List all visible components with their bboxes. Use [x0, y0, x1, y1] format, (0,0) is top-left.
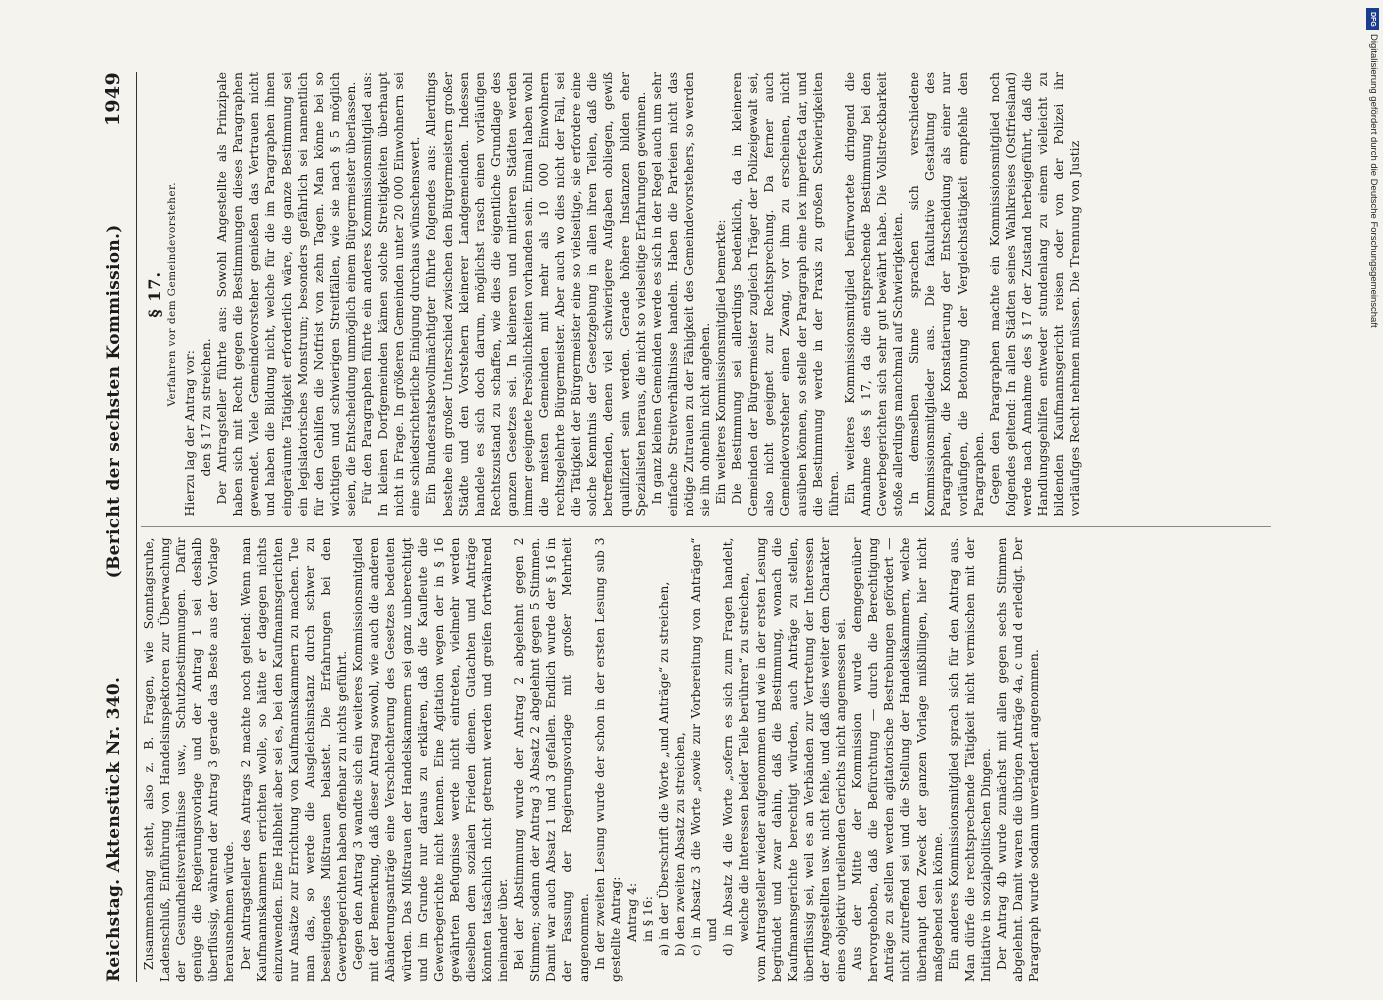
paragraph: In demselben Sinne sprachen sich verschiedene Kommissionsmitglieder aus. Die fakultative Gestaltung des Paragraphen, die Konstatierung der Entscheidung als einer nur vorläufigen, die Betonung der Vergleichstätigkeit empfehle den Paragraphen. — [906, 72, 986, 517]
motion-item: b) den zweiten Absatz zu streichen, — [672, 732, 688, 956]
paragraph: Gegen den Antrag 3 wandte sich ein weiteres Kommissionsmitglied mit der Bemerkung, daß dieser Antrag sowohl, wie auch die anderen Abänderungsanträge eine Verschlechterung des Gesetzes bedeuten würden. Das Mißtrauen der Handelskammern sei ganz unberechtigt und im Grunde nur daraus zu erklären, daß die Kaufleute die Gewerbegerichte nicht kennen. Eine Agitation wegen der in § 16 gewährten Befugnisse werde nicht eintreten, vielmehr werden dieselben dem sozialen Frieden dienen. Gutachten und Anträge könnten tatsächlich nicht getrennt werden und greifen fortwährend ineinander über. — [350, 537, 511, 982]
motion-item: a) in der Überschrift die Worte „und Anträge“ zu streichen, — [656, 581, 671, 956]
header-left: Reichstag. Aktenstück Nr. 340. — [104, 676, 124, 982]
paragraph: Bei der Abstimmung wurde der Antrag 2 abgelehnt gegen 2 Stimmen; sodann der Antrag 3 Absatz 2 abgelehnt gegen 5 Stimmen. Damit war auch Absatz 1 und 3 gefallen. Endlich wurde der § 16 in der Fassung der Regierungsvorlage mit großer Mehrheit angenommen. — [511, 537, 591, 982]
paragraph: In der zweiten Lesung wurde der schon in der ersten Lesung sub 3 gestellte Antrag: — [591, 537, 623, 982]
header-center: (Bericht der sechsten Kommission.) — [104, 224, 124, 579]
paragraph: Der Antragsteller des Antrags 2 machte noch geltend: Wenn man Kaufmannskammern errichten wolle, so hätte er dagegen nichts einzuwenden. Eine Halbheit aber sei es, bei den Kaufmannsgerichten nur Ansätze zur Errichtung von Kaufmannskammern zu machen. Tue man das, so werde die Ausgleichsinstanz durch schwer zu beseitigendes Mißtrauen belastet. Die Erfahrungen bei den Gewerbegerichten haben offenbar zu nichts geführt. — [237, 537, 350, 982]
paragraph: Aus der Mitte der Kommission wurde demgegenüber hervorgehoben, daß die Befürchtung — durch die Berechtigung Anträge zu stellen werden agitatorische Bestrebungen gefördert — nicht zutreffend sei und die Stellung der Handelskammern, welche überhaupt den Zweck der ganzen Vorlage mißbilligen, hier nicht maßgebend sein könne. — [849, 537, 945, 982]
paragraph: Ein weiteres Kommissionsmitglied bemerkte: — [713, 219, 729, 505]
column-divider — [141, 527, 1271, 528]
paragraph: Die Bestimmung sei allerdings bedenklich, da in kleineren Gemeinden der Bürgermeister zugleich Träger der Polizeigewalt sei, also nicht geeignet zur Rechtsprechung. Da ferner auch Gemeindevorsteher einen Zwang, vor ihm zu erscheinen, nicht ausüben können, so stelle der Paragraph eine lex imperfecta dar, und die Bestimmung werde in der Praxis zu großen Schwierigkeiten führen. — [729, 72, 841, 517]
section-subtitle: Verfahren vor dem Gemeindevorsteher. — [166, 182, 178, 407]
motion-item: d) in Absatz 4 die Worte „sofern es sich zum Fragen handelt, welche die Interessen beider Teile berühren“ zu streichen, — [720, 537, 752, 956]
paragraph: Ein Bundesratsbevollmächtigter führte folgendes aus: Allerdings bestehe ein großer Unterschied zwischen den Bürgermeistern großer Städte und den Vorstehern kleinerer Landgemeinden. Indessen handele es sich doch darum, möglichst rasch einen vorläufigen Rechtszustand zu schaffen, wie dies die eigentliche Grundlage des ganzen Gesetzes sei. In kleineren und mittleren Städten werden immer geeignete Persönlichkeiten vorhanden sein. Einmal haben wohl die meisten Gemeinden mit mehr als 10 000 Einwohnern rechtsgelehrte Bürgermeister. Aber auch wo dies nicht der Fall, sei die Tätigkeit der Bürgermeister eine so vielseitige, sie erfordere eine solche Kenntnis der Gesetzgebung in allen ihren Teilen, daß die betreffenden, denen viel schwierigere Aufgaben obliegen, gewiß qualifiziert sein werden. Gerade höhere Instanzen bilden eher Spezialisten heraus, die nicht so vielseitige Erfahrungen gewinnen. — [423, 72, 648, 517]
paragraph: Ein weiteres Kommissionsmitglied befürwortete dringend die Annahme des § 17, da die entsprechende Bestimmung bei den Gewerbegerichten sich sehr gut bewährt habe. Die Vollstreckbarkeit stoße allerdings manchmal auf Schwierigkeiten. — [841, 72, 906, 517]
paragraph: Der Antrag 4b wurde zunächst mit allen gegen sechs Stimmen abgelehnt. Damit waren die übrigen Anträge 4a, c und d erledigt. Der Paragraph wurde sodann unverändert angenommen. — [993, 537, 1042, 982]
section-motion: den § 17 zu streichen. — [198, 338, 214, 477]
running-head — [102, 72, 134, 982]
document-page — [96, 62, 1291, 992]
paragraph: Ein anderes Kommissionsmitglied sprach sich für den Antrag aus. Man dürfe die rechtsprechende Tätigkeit nicht vermischen mit der Initiative in sozialpolitischen Dingen. — [945, 537, 993, 982]
header-rule — [136, 72, 137, 982]
section-intro: Hierzu lag der Antrag vor: — [182, 350, 197, 517]
digitization-credit: Digitalisierung gefördert durch die Deutsche Forschungsgemeinschaft — [1368, 34, 1379, 328]
paragraph: vom Antragsteller wieder aufgenommen und wie in der ersten Lesung begründet und zwar dahin, daß die Bestimmung, wonach die Kaufmannsgerichte berechtigt würden, auch Anträge zu stellen, überflüssig sei, weil es an Verbänden zur Vertretung der Interessen der Angestellten usw. nicht fehle, und daß dies weiter dem Charakter eines objektiv urteilenden Gerichts nicht angemessen sei. — [752, 537, 849, 982]
paragraph: Der Antragsteller führte aus: Sowohl Angestellte als Prinzipale haben sich mit Recht gegen die Bestimmungen dieses Paragraphen gewendet. Viele Gemeindevorsteher genießen das Vertrauen nicht und haben die Bildung nicht, welche für die im Paragraphen ihnen eingeräumte Tätigkeit erforderlich wäre, die ganze Bestimmung sei ein legislatorisches Monstrum; besonders gefährlich sei namentlich für den Gehilfen die Notfrist von zehn Tagen. Man könne bei so wichtigen und schwierigen Streitfällen, wie sie nach § 5 möglich seien, die Entscheidung unmöglich einem Bürgermeister überlassen. — [214, 72, 358, 517]
section-title: § 17. — [145, 270, 164, 318]
paragraph: In ganz kleinen Gemeinden werde es sich in der Regel auch um sehr einfache Streitverhältnisse handeln. Haben die Parteien nicht das nötige Zutrauen zu der Fähigkeit des Gemeindevorstehers, so werden sie ihn ohnehin nicht angehen. — [648, 72, 712, 517]
text-columns — [141, 72, 1271, 982]
motion-title: Antrag 4: — [623, 882, 639, 942]
paragraph: Für den Paragraphen führte ein anderes Kommissionsmitglied aus: In kleinen Dorfgemeinden kämen solche Streitigkeiten überhaupt nicht in Frage. In größeren Gemeinden unter 20 000 Einwohnern sei eine schiedsrichterliche Einigung durchaus wünschenswert. — [359, 72, 423, 517]
dfg-logo: DFG — [1366, 8, 1379, 30]
paragraph: Zusammenhang steht, also z. B. Fragen, wie Sonntagsruhe, Ladenschluß, Einführung von Handelsinspektoren zur Überwachung der Gesundheitsverhältnisse usw., Schutzbestimmungen. Dafür genüge die Regierungsvorlage und der Antrag 1 sei deshalb überflüssig, während der Antrag 3 gerade das Beste aus der Vorlage herausnehmen würde. — [141, 537, 237, 982]
right-column — [141, 72, 1271, 517]
page-number: 1949 — [102, 72, 124, 127]
paragraph: Gegen den Paragraphen machte ein Kommissionsmitglied noch folgendes geltend: In allen Städten seines Wahlkreises (Ostfriesland) werde nach Annahme des § 17 der Zustand herbeigeführt, daß die Handlungsgehilfen entweder stundenlang zu einem vielleicht zu bildenden Kaufmannsgericht reisen oder von der Polizei ihr vorläufiges Recht nehmen müssen. Die Trennung von Justiz — [986, 72, 1083, 517]
motion-item: c) in Absatz 3 die Worte „sowie zur Vorbereitung von Anträgen“ und — [688, 537, 720, 956]
motion-intro: in § 16: — [639, 896, 655, 942]
left-column — [141, 538, 1271, 983]
